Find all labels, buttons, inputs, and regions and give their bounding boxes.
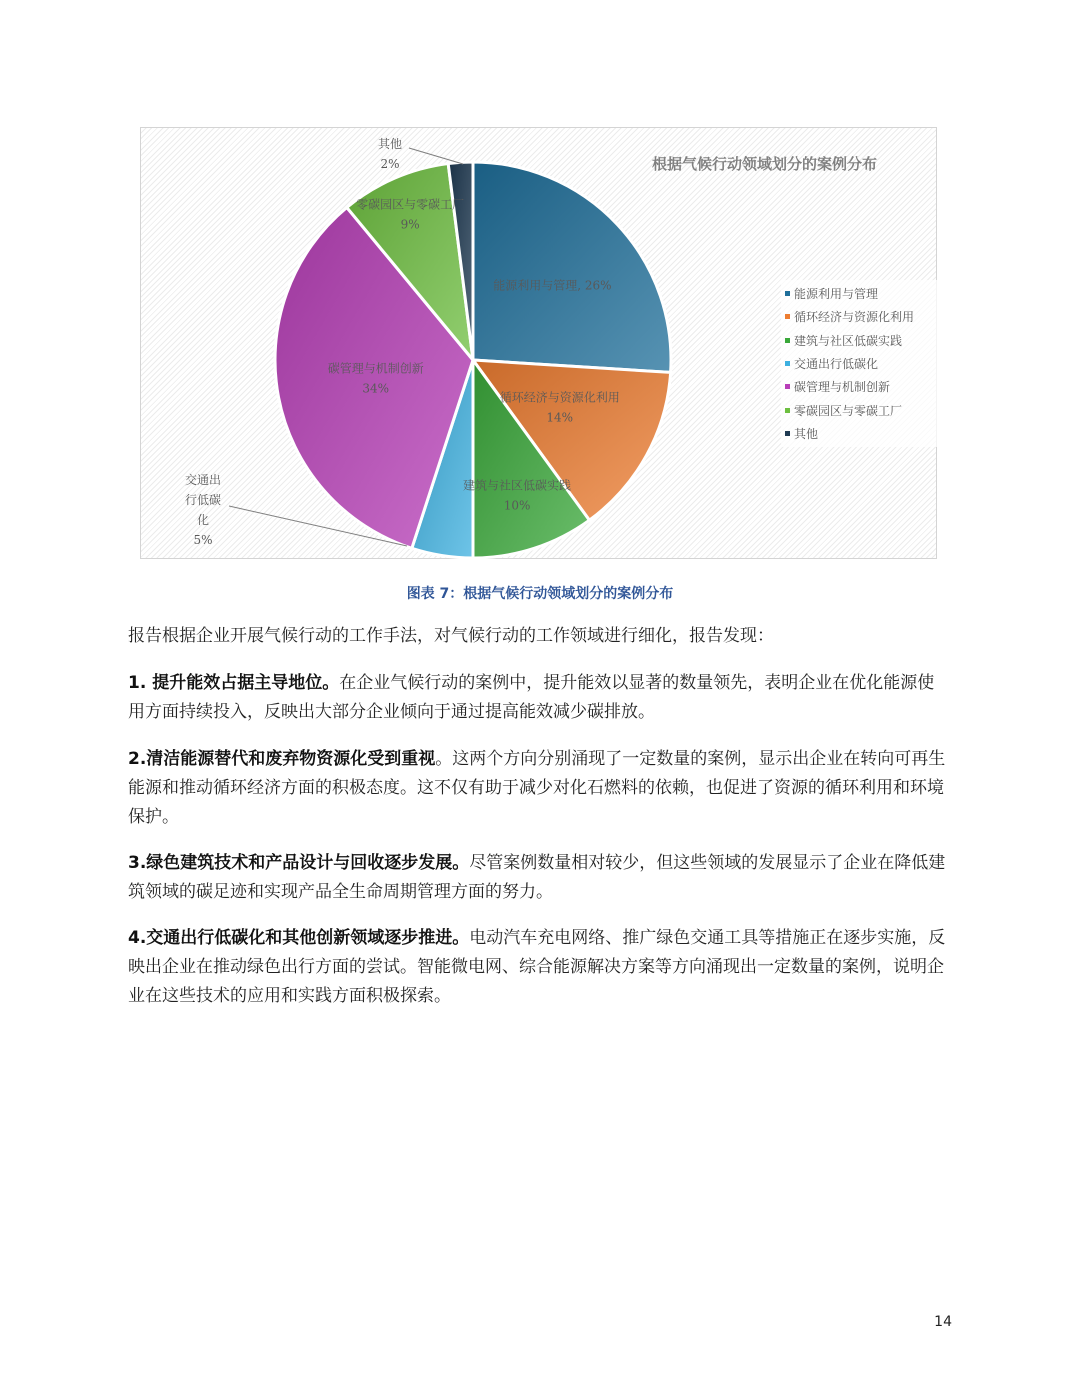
legend-item [785, 398, 935, 421]
legend-label: 能源利用与管理 [794, 287, 879, 302]
page-number: 14 [934, 1314, 952, 1330]
finding-text: 在企业气候行动的案例中，提升能效以显著的数量领先，表明企业在优化能源使用方面持续投入，反映出大部分企业倾向于通过提高能效减少碳排放。 [128, 673, 935, 722]
data-label-3: 交通出行低碳化 5% [184, 473, 222, 547]
legend-label: 其他 [794, 426, 819, 441]
finding-title: 4.交通出行低碳化和其他创新领域逐步推进。 [128, 928, 470, 948]
finding-1 [128, 669, 948, 727]
finding-text: 。这两个方向分别涌现了一定数量的案例，显示出企业在转向可再生能源和推动循环经济方面的积极态度。这不仅有助于减少对化石燃料的依赖，也促进了资源的循环利用和环境保护。 [128, 749, 946, 827]
legend-item [785, 422, 935, 445]
data-label-0: 能源利用与管理, 26% [493, 278, 612, 293]
chart-legend [781, 280, 939, 447]
data-label-5: 零碳园区与零碳工厂 9% [356, 197, 465, 232]
pie-chart [140, 127, 937, 559]
legend-item [785, 352, 935, 375]
finding-title: 1. 提升能效占据主导地位。 [128, 673, 340, 693]
finding-title: 2.清洁能源替代和废弃物资源化受到重视 [128, 749, 436, 769]
data-label-1: 循环经济与资源化利用 14% [499, 390, 620, 425]
legend-label: 交通出行低碳化 [794, 357, 879, 372]
legend-swatch [785, 291, 790, 296]
pie-slice-0 [473, 162, 671, 372]
intro-paragraph: 报告根据企业开展气候行动的工作手法，对气候行动的工作领域进行细化，报告发现： [128, 626, 774, 646]
finding-text: 尽管案例数量相对较少，但这些领域的发展显示了企业在降低建筑领域的碳足迹和实现产品全生命周期管理方面的努力。 [128, 853, 946, 902]
legend-item [785, 375, 935, 398]
legend-swatch [785, 408, 790, 413]
finding-4 [128, 924, 948, 1011]
data-label-4: 碳管理与机制创新 34% [327, 361, 424, 396]
legend-item [785, 329, 935, 352]
legend-item [785, 305, 935, 328]
legend-label: 零碳园区与零碳工厂 [794, 403, 903, 418]
finding-text: 电动汽车充电网络、推广绿色交通工具等措施正在逐步实施，反映出企业在推动绿色出行方面的尝试。智能微电网、综合能源解决方案等方向涌现出一定数量的案例，说明企业在这些技术的应用和实践方面积极探索。 [128, 928, 946, 1006]
chart-title: 根据气候行动领域划分的案例分布 [652, 155, 878, 173]
legend-item [785, 282, 935, 305]
data-label-2: 建筑与社区低碳实践 10% [463, 478, 572, 513]
legend-swatch [785, 314, 790, 319]
legend-swatch [785, 361, 790, 366]
legend-swatch [785, 384, 790, 389]
leader-line-6 [409, 148, 463, 164]
legend-label: 建筑与社区低碳实践 [794, 333, 903, 348]
finding-2 [128, 745, 948, 832]
finding-title: 3.绿色建筑技术和产品设计与回收逐步发展。 [128, 853, 470, 873]
figure-caption: 图表 7：根据气候行动领域划分的案例分布 [406, 586, 674, 602]
legend-label: 循环经济与资源化利用 [794, 310, 915, 325]
finding-3 [128, 849, 948, 907]
legend-label: 碳管理与机制创新 [794, 380, 891, 395]
legend-swatch [785, 338, 790, 343]
legend-swatch [785, 431, 790, 436]
data-label-6: 其他 2% [377, 137, 403, 171]
